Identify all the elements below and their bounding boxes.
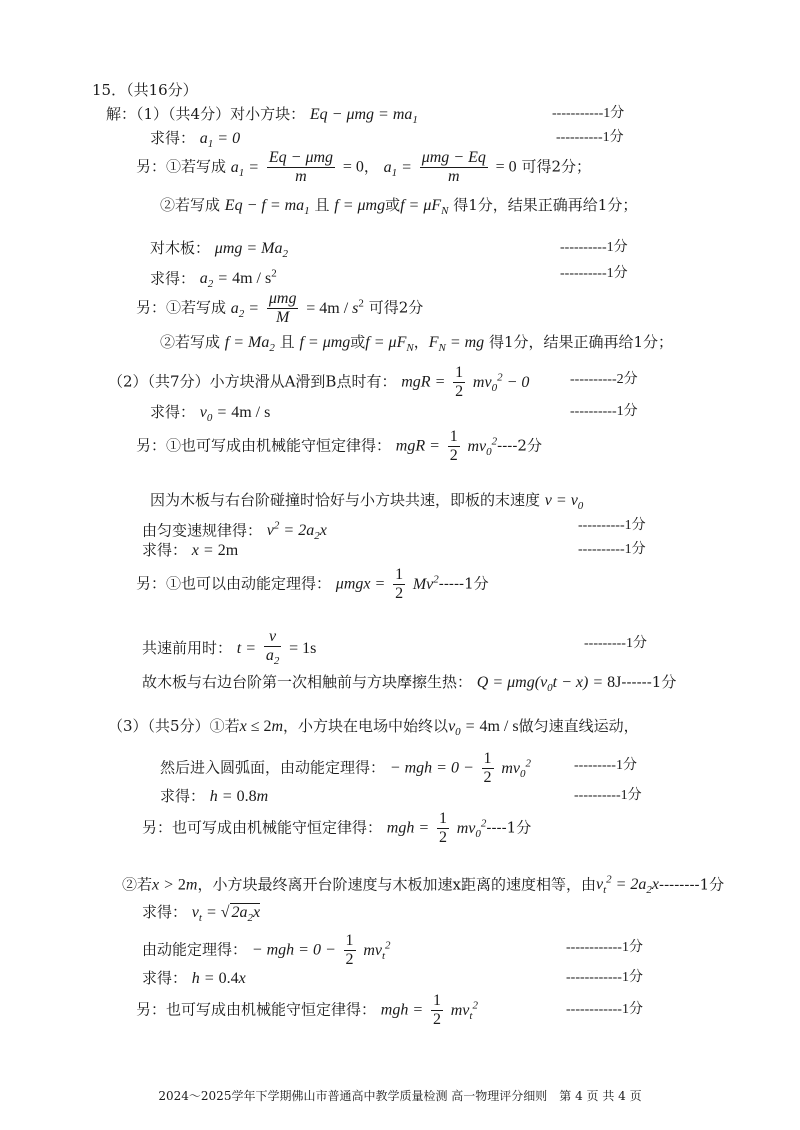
result-label: 求得： <box>142 541 188 559</box>
board-line: 对木板： $\mu mg = Ma_2$ <box>150 239 289 261</box>
result-line: 求得： $v_0 = 4m / s$ <box>150 403 271 425</box>
alternative-line: ②若写成 $f = Ma_2$ 且 f = μmg或$f = \mu F_N$，$F_N$ = mg 得1分，结果正确再给1分； <box>160 333 674 355</box>
result-line: 求得： h = 0.4x <box>142 969 246 987</box>
case2-text: ，小方块最终离开台阶速度与木板加速x距离的速度相等，由 <box>197 875 596 894</box>
alt-label: 另：①若写成 <box>136 298 227 317</box>
time-label: 共速前用时： <box>142 639 233 658</box>
score-mark: ------------1分 <box>566 970 643 985</box>
and-label: 且 <box>279 333 295 351</box>
score-mark: ----2分 <box>497 436 542 455</box>
problem-number: 15．（共16分） <box>92 81 198 99</box>
score-mark: ---------1分 <box>584 636 647 651</box>
alt-tail: 得1分，结果正确再给1分； <box>488 333 674 351</box>
alt-label: 另：①也可写成由机械能守恒定律得： <box>136 436 392 455</box>
result-label: 求得： <box>150 403 196 421</box>
explanation-line: 因为木板与右台阶碰撞时恰好与小方块共速，即板的末速度 $v = v_0$ <box>150 491 584 513</box>
alternative-line: 另：①也可写成由机械能守恒定律得： mgR = $\frac{1}{2}$ $mv_0^2----2$分 <box>136 428 542 464</box>
result-line: 求得： x = 2m <box>142 541 239 559</box>
case2-line: ②若x > 2m，小方块最终离开台阶速度与木板加速x距离的速度相等，由$v_t^2 = 2a_2x--------1$分 <box>122 874 725 897</box>
heading-tail: 做匀速直线运动， <box>518 717 639 735</box>
part3-heading-line: （3）（共5分）①若x ≤ 2m，小方块在电场中始终以$v_0 = 4m / s$做匀速直线运动， <box>108 717 639 739</box>
alternative-line: 另：也可写成由机械能守恒定律得： mgh = $\frac{1}{2}$ $mv_t^2$ <box>136 992 478 1028</box>
and-label: 且 <box>314 196 330 214</box>
or-label: 或 <box>350 333 366 351</box>
result-label: 求得： <box>142 969 188 987</box>
score-mark: ----1分 <box>486 818 532 837</box>
alternative-line: 另：①若写成 $a_2$ = μmg M = $4m / s^2$ 可得2分 <box>136 290 424 326</box>
comma: ， <box>363 157 379 176</box>
score-mark: -----1分 <box>438 574 489 593</box>
page-footer: 2024～2025学年下学期佛山市普通高中教学质量检测 高一物理评分细则 第 4 页 共 4 页 <box>158 1089 642 1103</box>
score-mark: ------1分 <box>621 673 677 691</box>
time-line: 共速前用时： t = $\frac{v}{a_2}$ = 1s <box>142 628 317 668</box>
board-label: 对木板： <box>150 239 211 257</box>
score-mark: ----------1分 <box>574 788 642 803</box>
alternative-line: ②若写成 $Eq - f = ma_1$ 且 f = μmg或$f = \mu F_N$ 得1分，结果正确再给1分； <box>160 196 638 218</box>
kinematics-line: 由匀变速规律得： $v^2 = 2a_2x$ <box>142 520 327 543</box>
result-line: 求得： $a_1 = 0$ <box>150 129 241 151</box>
score-mark: ----------1分 <box>570 404 638 419</box>
part1-heading: 解：（1）（共4分）对小方块： <box>106 105 306 123</box>
part1-equation-line: 解：（1）（共4分）对小方块： $Eq - \mu mg = ma_1$ <box>106 105 418 127</box>
part3-heading: （3）（共5分）①若 <box>108 717 240 735</box>
score-mark: ---------1分 <box>574 758 637 773</box>
arc-line: 然后进入圆弧面，由动能定理得： − mgh = 0 − $\frac{1}{2}$ $mv_0^2$ <box>160 750 531 786</box>
result-label: 求得： <box>160 787 206 805</box>
heat-line: 故木板与右边台阶第一次相触前与方块摩擦生热： $Q = \mu mg(v_0t - x) = 8J------1$分 <box>142 673 677 695</box>
uniform-label: 由匀变速规律得： <box>142 521 263 540</box>
part2-equation-line: （2）（共7分）小方块滑从A滑到B点时有： mgR = $\frac{1}{2}$ $mv_0^2 - 0$ <box>108 364 530 400</box>
score-mark: ----------1分 <box>560 266 628 281</box>
score-mark: --------1分 <box>659 875 725 894</box>
alt-label: 另：①也可以由动能定理得： <box>136 574 332 593</box>
alt-label: 另：①若写成 <box>136 157 227 176</box>
result-line: 求得： $a_2 = 4m / s^2$ <box>150 268 277 291</box>
alt-label: ②若写成 <box>160 196 221 214</box>
score-mark: ------------1分 <box>566 940 643 955</box>
alt-tail: 得1分，结果正确再给1分； <box>453 196 638 214</box>
part2-heading: （2）（共7分）小方块滑从A滑到B点时有： <box>108 372 397 391</box>
score-mark: ----------1分 <box>578 518 646 533</box>
energy-line: 由动能定理得： − mgh = 0 − $\frac{1}{2}$ $mv_t^2$ <box>142 932 391 968</box>
energy-label: 由动能定理得： <box>142 940 248 959</box>
score-mark: ----------2分 <box>570 372 638 387</box>
arc-label: 然后进入圆弧面，由动能定理得： <box>160 758 386 777</box>
result-label: 求得： <box>150 269 196 288</box>
score-mark: ----------1分 <box>578 542 646 557</box>
score-mark: ----------1分 <box>560 240 628 255</box>
alt-tail: 可得2分 <box>368 298 424 317</box>
score-mark: -----------1分 <box>552 106 625 121</box>
because-text: 因为木板与右台阶碰撞时恰好与小方块共速，即板的末速度 <box>150 491 541 509</box>
result-line: 求得： $v_t$ = √ $2a_2x$ <box>142 903 261 925</box>
score-mark: ----------1分 <box>556 130 624 145</box>
alternative-line: 另：①也可以由动能定理得： μmgx = $\frac{1}{2}$ Mv$^2$-----1分 <box>136 566 489 602</box>
result-label: 求得： <box>142 903 188 921</box>
alternative-line: 另：也可写成由机械能守恒定律得： mgh = $\frac{1}{2}$ $mv_0^2----1$分 <box>142 810 532 846</box>
alt-tail: 可得2分； <box>521 157 592 176</box>
or-label: 或 <box>385 196 401 214</box>
result-line: 求得： h = 0.8m <box>160 787 269 805</box>
heat-label: 故木板与右边台阶第一次相触前与方块摩擦生热： <box>142 673 473 691</box>
alt-label: 另：也可写成由机械能守恒定律得： <box>136 1000 377 1019</box>
result-label: 求得： <box>150 129 196 147</box>
alt-label: ②若写成 <box>160 333 221 351</box>
alt-label: 另：也可写成由机械能守恒定律得： <box>142 818 383 837</box>
heading-mid: ，小方块在电场中始终以 <box>283 717 449 735</box>
case2-label: ②若 <box>122 875 153 894</box>
alternative-line: 另：①若写成 $a_1$ = Eq − μmg m = 0， $a_1$ = μmg − Eq m = 0 可得2分； <box>136 149 592 185</box>
score-mark: ------------1分 <box>566 1002 643 1017</box>
